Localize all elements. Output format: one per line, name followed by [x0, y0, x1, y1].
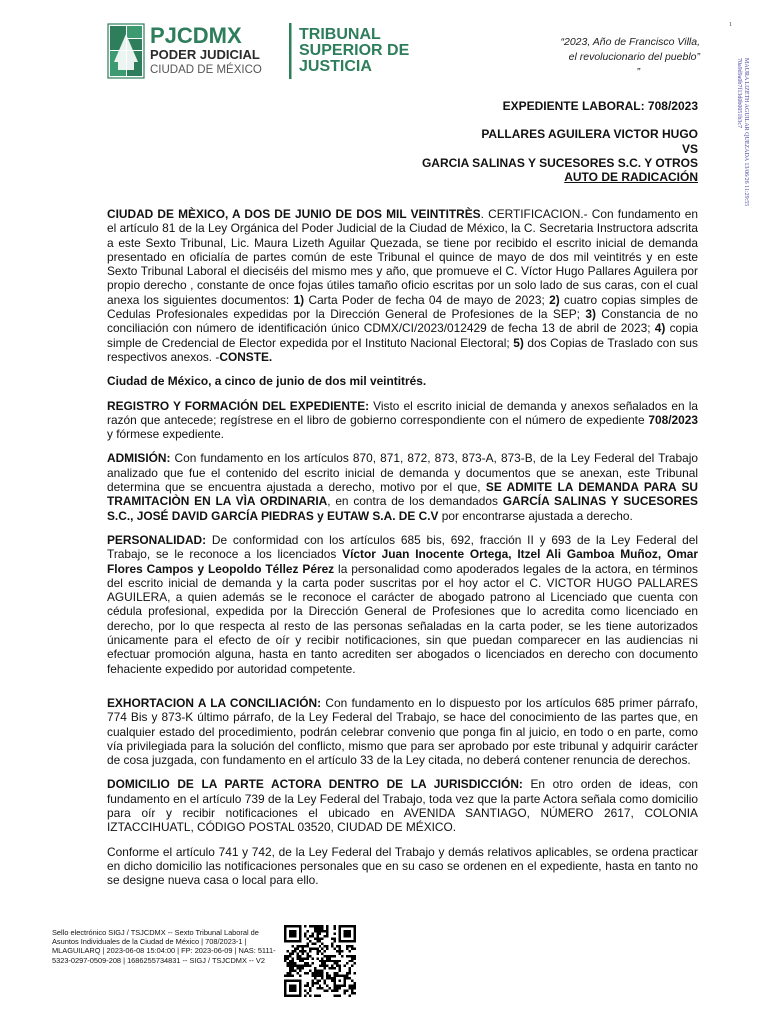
logo-tribunal-3: JUSTICIA — [299, 58, 372, 75]
paragraph-certificacion-run-5: cuatro copias simples de Cedulas Profesionales expedidas por la Dirección General de Profesiones de la SEP; — [107, 292, 698, 322]
paragraph-registro-run-2: 708/2023 — [648, 412, 698, 427]
paragraph-certificacion-run-6: 3) — [585, 307, 596, 322]
expediente-number: EXPEDIENTE LABORAL: 708/2023 — [502, 99, 698, 113]
motto-line-2: el revolucionario del pueblo” — [568, 51, 700, 63]
paragraph-certificacion-run-11: dos Copias de Traslado con sus respectivos anexos. - — [107, 335, 698, 364]
logo-brand: PJCDMX — [150, 23, 242, 48]
paragraph-certificacion-run-3: Carta Poder de fecha 04 de mayo de 2023; — [304, 292, 550, 307]
case-heading — [298, 99, 698, 184]
electronic-seal: Sello electrónico SIGJ / TSJCDMX -- Sexto Tribunal Laboral de Asuntos Individuales de la Ciudad de México | 708/2023-1 | MLAGUILARQ | 2023-06-08 15:04:00 | FP: 2023-06-09 | NAS: 5111-5323-0297-0509-208 | 1686255734831 -- SIGJ / TSJCDMX -- V2 — [52, 928, 276, 965]
paragraph-registro-run-1: Visto el escrito inicial de demanda y anexos señalados en la razón que antecede; regístrese en el libro de gobierno correspondiente con el número de expediente — [107, 398, 698, 427]
paragraph-certificacion — [107, 207, 698, 364]
paragraph-admision-run-2: SE ADMITE LA DEMANDA PARA SU TRAMITACIÒN EN LA VÌA ORDINARIA — [107, 480, 698, 509]
paragraph-certificacion-run-2: 1) — [293, 292, 305, 307]
paragraph-certificacion-run-9: copia simple de Credencial de Elector expedida por el Instituto Nacional Electoral; — [107, 321, 699, 350]
paragraph-registro-run-3: y fórmese expediente. — [107, 427, 224, 442]
paragraph-domicilio — [107, 777, 698, 834]
paragraph-fecha — [107, 374, 698, 388]
paragraph-admision — [107, 451, 698, 522]
side-stamp-line-2: 70a9d9a0b7f13d0b0051b3c7 — [736, 58, 742, 128]
logo-tribunal-2: SUPERIOR DE — [299, 42, 410, 59]
document-body — [107, 207, 698, 897]
paragraph-certificacion-run-1: . CERTIFICACION.- Con fundamento en el artículo 81 de la Ley Orgánica del Poder Judicial de la Ciudad de México, la C. Secretaria Instructora adscrita a este Sexto Tribunal, Lic. Maura Lizeth Aguilar Quezada, se tiene por recibido el escrito inicial de demanda presentado en oficialía de partes común de este Tribunal el quince de mayo de dos mil veintitrés y en este Sexto Tribunal Laboral el dieciséis del mismo mes y año, que promueve el C. Víctor Hugo Pallares Aguilera por propio derecho , constante de once fojas útiles tamaño oficio escritas por un solo lado de sus caras, con el cual anexa los siguientes documentos: — [107, 207, 698, 307]
paragraph-certificacion-run-8: 4) — [654, 321, 666, 336]
actor-name: PALLARES AGUILERA VICTOR HUGO — [481, 127, 698, 142]
paragraph-exhortacion-run-1: Con fundamento en lo dispuesto por los artículos 685 primer párrafo, 774 Bis y 873-K último párrafo, de la Ley Federal del Trabajo, se hace del conocimiento de las partes que, en cualquier estado del procedimiento, podrán celebrar convenio que ponga fin al juicio, en todo o en parte, como vía privilegiada para la solución del conflicto, mismo que para ser aprobado por este tribunal y adquirir carácter de cosa juzgada, con fundamento en el artículo 33 de la Ley citada, no deberá contener renuncia de derechos. — [107, 695, 699, 768]
paragraph-registro — [107, 399, 698, 442]
paragraph-personalidad-run-2: Víctor Juan Inocente Ortega, Itzel Ali Gamboa Muñoz, Omar Flores Campos y Leopoldo Téllez Pérez — [107, 547, 699, 576]
paragraph-admision-run-0: ADMISIÓN: — [107, 451, 171, 466]
page-number: 1 — [729, 22, 732, 28]
defendant-name: GARCIA SALINAS Y SUCESORES S.C. Y OTROS — [421, 155, 698, 170]
paragraph-exhortacion-run-0: EXHORTACION A LA CONCILIACIÓN: — [107, 695, 322, 710]
paragraph-certificacion-run-4: 2) — [549, 292, 560, 307]
paragraph-registro-run-0: REGISTRO Y FORMACIÓN DEL EXPEDIENTE: — [107, 398, 370, 413]
logo-line1: PODER JUDICIAL — [150, 47, 260, 62]
paragraph-personalidad-run-1: De conformidad con los artículos 685 bis, 692, fracción II y 693 de la Ley Federal del Trabajo, se le reconoce a los licenciados — [107, 532, 698, 562]
paragraph-admision-run-1: Con fundamento en los artículos 870, 871, 872, 873, 873-A, 873-B, de la Ley Federal del Trabajo analizado que fue el contenido del escrito inicial de demanda y documentos que se anexan, este Tribunal determina que se encuentra ajustada a derecho, motivo por el que, — [107, 451, 698, 495]
paragraph-certificacion-run-10: 5) — [513, 335, 524, 350]
paragraph-personalidad — [107, 533, 698, 676]
auto-title: AUTO DE RADICACIÓN — [564, 170, 698, 185]
paragraph-domicilio-run-1: En otro orden de ideas, con fundamento en el artículo 739 de la Ley Federal del Trabajo, toda vez que la parte Actora señala como domicilio para oír y recibir notificaciones el ubicado en AVENIDA SANTIAGO, NÚMERO 2617, COLONIA IZTACCIHUATL, CÓDIGO POSTAL 03520, CIUDAD DE MÉXICO. — [107, 777, 698, 835]
paragraph-certificacion-run-7: Constancia de no conciliación con número de identificación único CDMX/CI/2023/012429 de fecha 13 de abril de 2023; — [107, 307, 698, 336]
year-motto — [470, 35, 700, 80]
paragraph-conforme-run-0: Conforme el artículo 741 y 742, de la Ley Federal del Trabajo y demás relativos aplicables, se ordena practicar en dicho domicilio las notificaciones personales que en su caso se ordenen en el expediente, hasta en tanto no se designe nueva casa o local para ello. — [107, 844, 698, 888]
logo-emblem-icon — [108, 24, 144, 78]
paragraph-exhortacion — [107, 696, 698, 767]
paragraph-admision-run-4: GARCÍA SALINAS Y SUCESORES S.C., JOSÉ DAVID GARCÍA PIEDRAS y EUTAW S.A. DE C.V — [107, 494, 698, 523]
pjcdmx-logo — [106, 22, 441, 80]
paragraph-certificacion-run-0: CIUDAD DE MÈXICO, A DOS DE JUNIO DE DOS MIL VEINTITRÈS — [107, 207, 481, 221]
paragraph-conforme — [107, 845, 698, 888]
paragraph-fecha-run-0: Ciudad de México, a cinco de junio de dos mil veintitrés. — [107, 374, 427, 389]
paragraph-admision-run-5: por encontrarse ajustada a derecho. — [438, 508, 633, 523]
logo-tribunal-1: TRIBUNAL — [299, 26, 381, 43]
paragraph-personalidad-run-0: PERSONALIDAD: — [107, 532, 207, 547]
paragraph-domicilio-run-0: DOMICILIO DE LA PARTE ACTORA DENTRO DE LA JURISDICCIÓN: — [107, 777, 523, 792]
paragraph-personalidad-run-3: la personalidad como apoderados legales de la actora, en términos del escrito inicial de demanda y la carta poder suscritas por el hoy actor el C. VICTOR HUGO PALLARES AGUILERA, a quien además se le reconoce el carácter de abogado patrono al Licenciado que cuenta con cédula profesional, expedida por la Dirección General de Profesiones que lo acredita como licenciado en derecho, por lo que respecta al resto de las personas señaladas en la carta poder, se les tiene autorizados únicamente para el efecto de oír y recibir notificaciones, sin que puedan comparecer en las audiencias ni efectuar promoción alguna, hasta en tanto acrediten ser abogados o licenciados en derecho con documento fehaciente expedido por autoridad competente. — [107, 561, 698, 676]
motto-line-1: “2023, Año de Francisco Villa, — [560, 36, 700, 48]
versus-label: VS — [681, 141, 698, 156]
qr-code-icon — [284, 925, 356, 997]
logo-line2: CIUDAD DE MÉXICO — [150, 64, 262, 76]
side-stamp-line-1: MAURA LIZETH AGUILAR QUEZADA 13/06/26 11:29:55 — [743, 58, 749, 207]
paragraph-admision-run-3: , en contra de los demandados — [327, 494, 503, 509]
side-signature-stamp — [735, 58, 749, 288]
paragraph-certificacion-run-12: CONSTE. — [219, 349, 273, 364]
motto-line-3: ” — [636, 66, 640, 78]
